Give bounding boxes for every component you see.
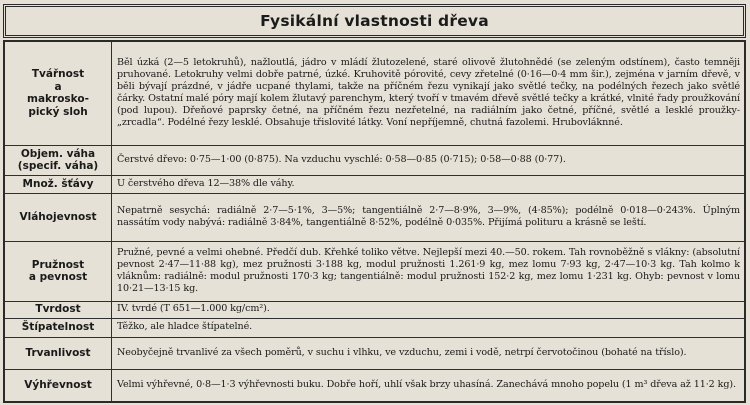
title-frame [3,4,746,38]
row-label-durability: Trvanlivost [4,337,112,369]
row-label-moisture-behavior: Vláhojevnost [4,193,112,241]
row-value-hardness: IV. tvrdé (T 651—1.000 kg/cm²). [112,301,746,318]
row-label-elasticity-strength: Pružnost a pevnost [4,241,112,301]
row-label-density: Objem. váha (specif. váha) [4,145,112,175]
table-row [4,175,745,193]
row-label-heating-value: Výhřevnost [4,369,112,402]
row-value-durability: Neobyčejně trvanlivé za všech poměrů, v suchu i vlhku, ve vzduchu, zemi i vodě, netrpí červotočinou (bohaté na tříslo). [112,337,746,369]
row-label-appearance: Tvářnost a makrosko- pický sloh [4,41,112,145]
row-value-appearance: Běl úzká (2—5 letokruhů), nažloutlá, jádro v mládí žlutozelené, staré olivově žlutohnědé (se zeleným odstínem), často temněji pruhované. Letokruhy velmi dobře patrné, úzké. Kruhovitě pórovité, cevy zřetelné (0·16—0·4 mm šir.), zejména v jarním dřevě, v běli bývají prázdné, v jádře ucpané thylami, takže na příčném řezu vynikají jako světlé tečky, na podélných řezech jako světlé čárky. Ostatní malé póry mají kolem žlutavý parenchym, který tvoří v tmavém dřevě světlé tečky a krátké, vlnité řady proužkování (pod lupou). Dřeňové paprsky četné, na příčném řezu nezřetelné, na radiálním jako četné, příčné, světlé a lesklé proužky-„zrcadla“. Podélné řezy lesklé. Obsahuje třislovité látky. Voní nepříjemně, chutná fazolemi. Hrubovláknné. [112,41,746,145]
table-row [4,193,745,241]
table-row [4,318,745,337]
row-value-moisture-behavior: Nepatrně sesychá: radiálně 2·7—5·1%, 3—5%; tangentiálně 2·7—8·9%, 3—9%, (4·85%); podélně 0·018—0·243%. Úplným nassátím vody nabývá: radiálně 3·84%, tangentiálně 8·52%, podélně 0·035%. Přijímá polituru a krásně se leští. [112,193,746,241]
table-row [4,41,745,145]
row-value-elasticity-strength: Pružné, pevné a velmi ohebné. Předčí dub. Křehké toliko větve. Nejlepší mezi 40.—50. rokem. Tah rovnoběžně s vlákny: (absolutní pevnost 2·47—11·88 kg), mez pružnosti 3·188 kg, modul pružnosti 1.261·9 kg, mez lomu 7·93 kg, 2·47—10·3 kg. Tah kolmo k vláknům: radiálně: modul pružnosti 170·3 kg; tangentiálně: modul pružnosti 152·2 kg, mez lomu 1·231 kg. Ohyb: pevnost v lomu 10·21—13·15 kg. [112,241,746,301]
row-label-hardness: Tvrdost [4,301,112,318]
row-value-density: Čerstvé dřevo: 0·75—1·00 (0·875). Na vzduchu vyschlé: 0·58—0·85 (0·715); 0·58—0·88 (0·77). [112,145,746,175]
row-value-splittability: Těžko, ale hladce štípatelné. [112,318,746,337]
table-row [4,301,745,318]
table-row [4,337,745,369]
table-row [4,369,745,402]
row-label-sap-content: Množ. šťávy [4,175,112,193]
table-row [4,145,745,175]
table-row [4,241,745,301]
properties-table [3,40,746,403]
page-title: Fysikální vlastnosti dřeva [260,12,489,30]
row-value-heating-value: Velmi výhřevné, 0·8—1·3 výhřevnosti buku. Dobře hoří, uhlí však brzy uhasíná. Zanechává mnoho popelu (1 m³ dřeva až 11·2 kg). [112,369,746,402]
row-label-splittability: Štípatelnost [4,318,112,337]
row-value-sap-content: U čerstvého dřeva 12—38% dle váhy. [112,175,746,193]
